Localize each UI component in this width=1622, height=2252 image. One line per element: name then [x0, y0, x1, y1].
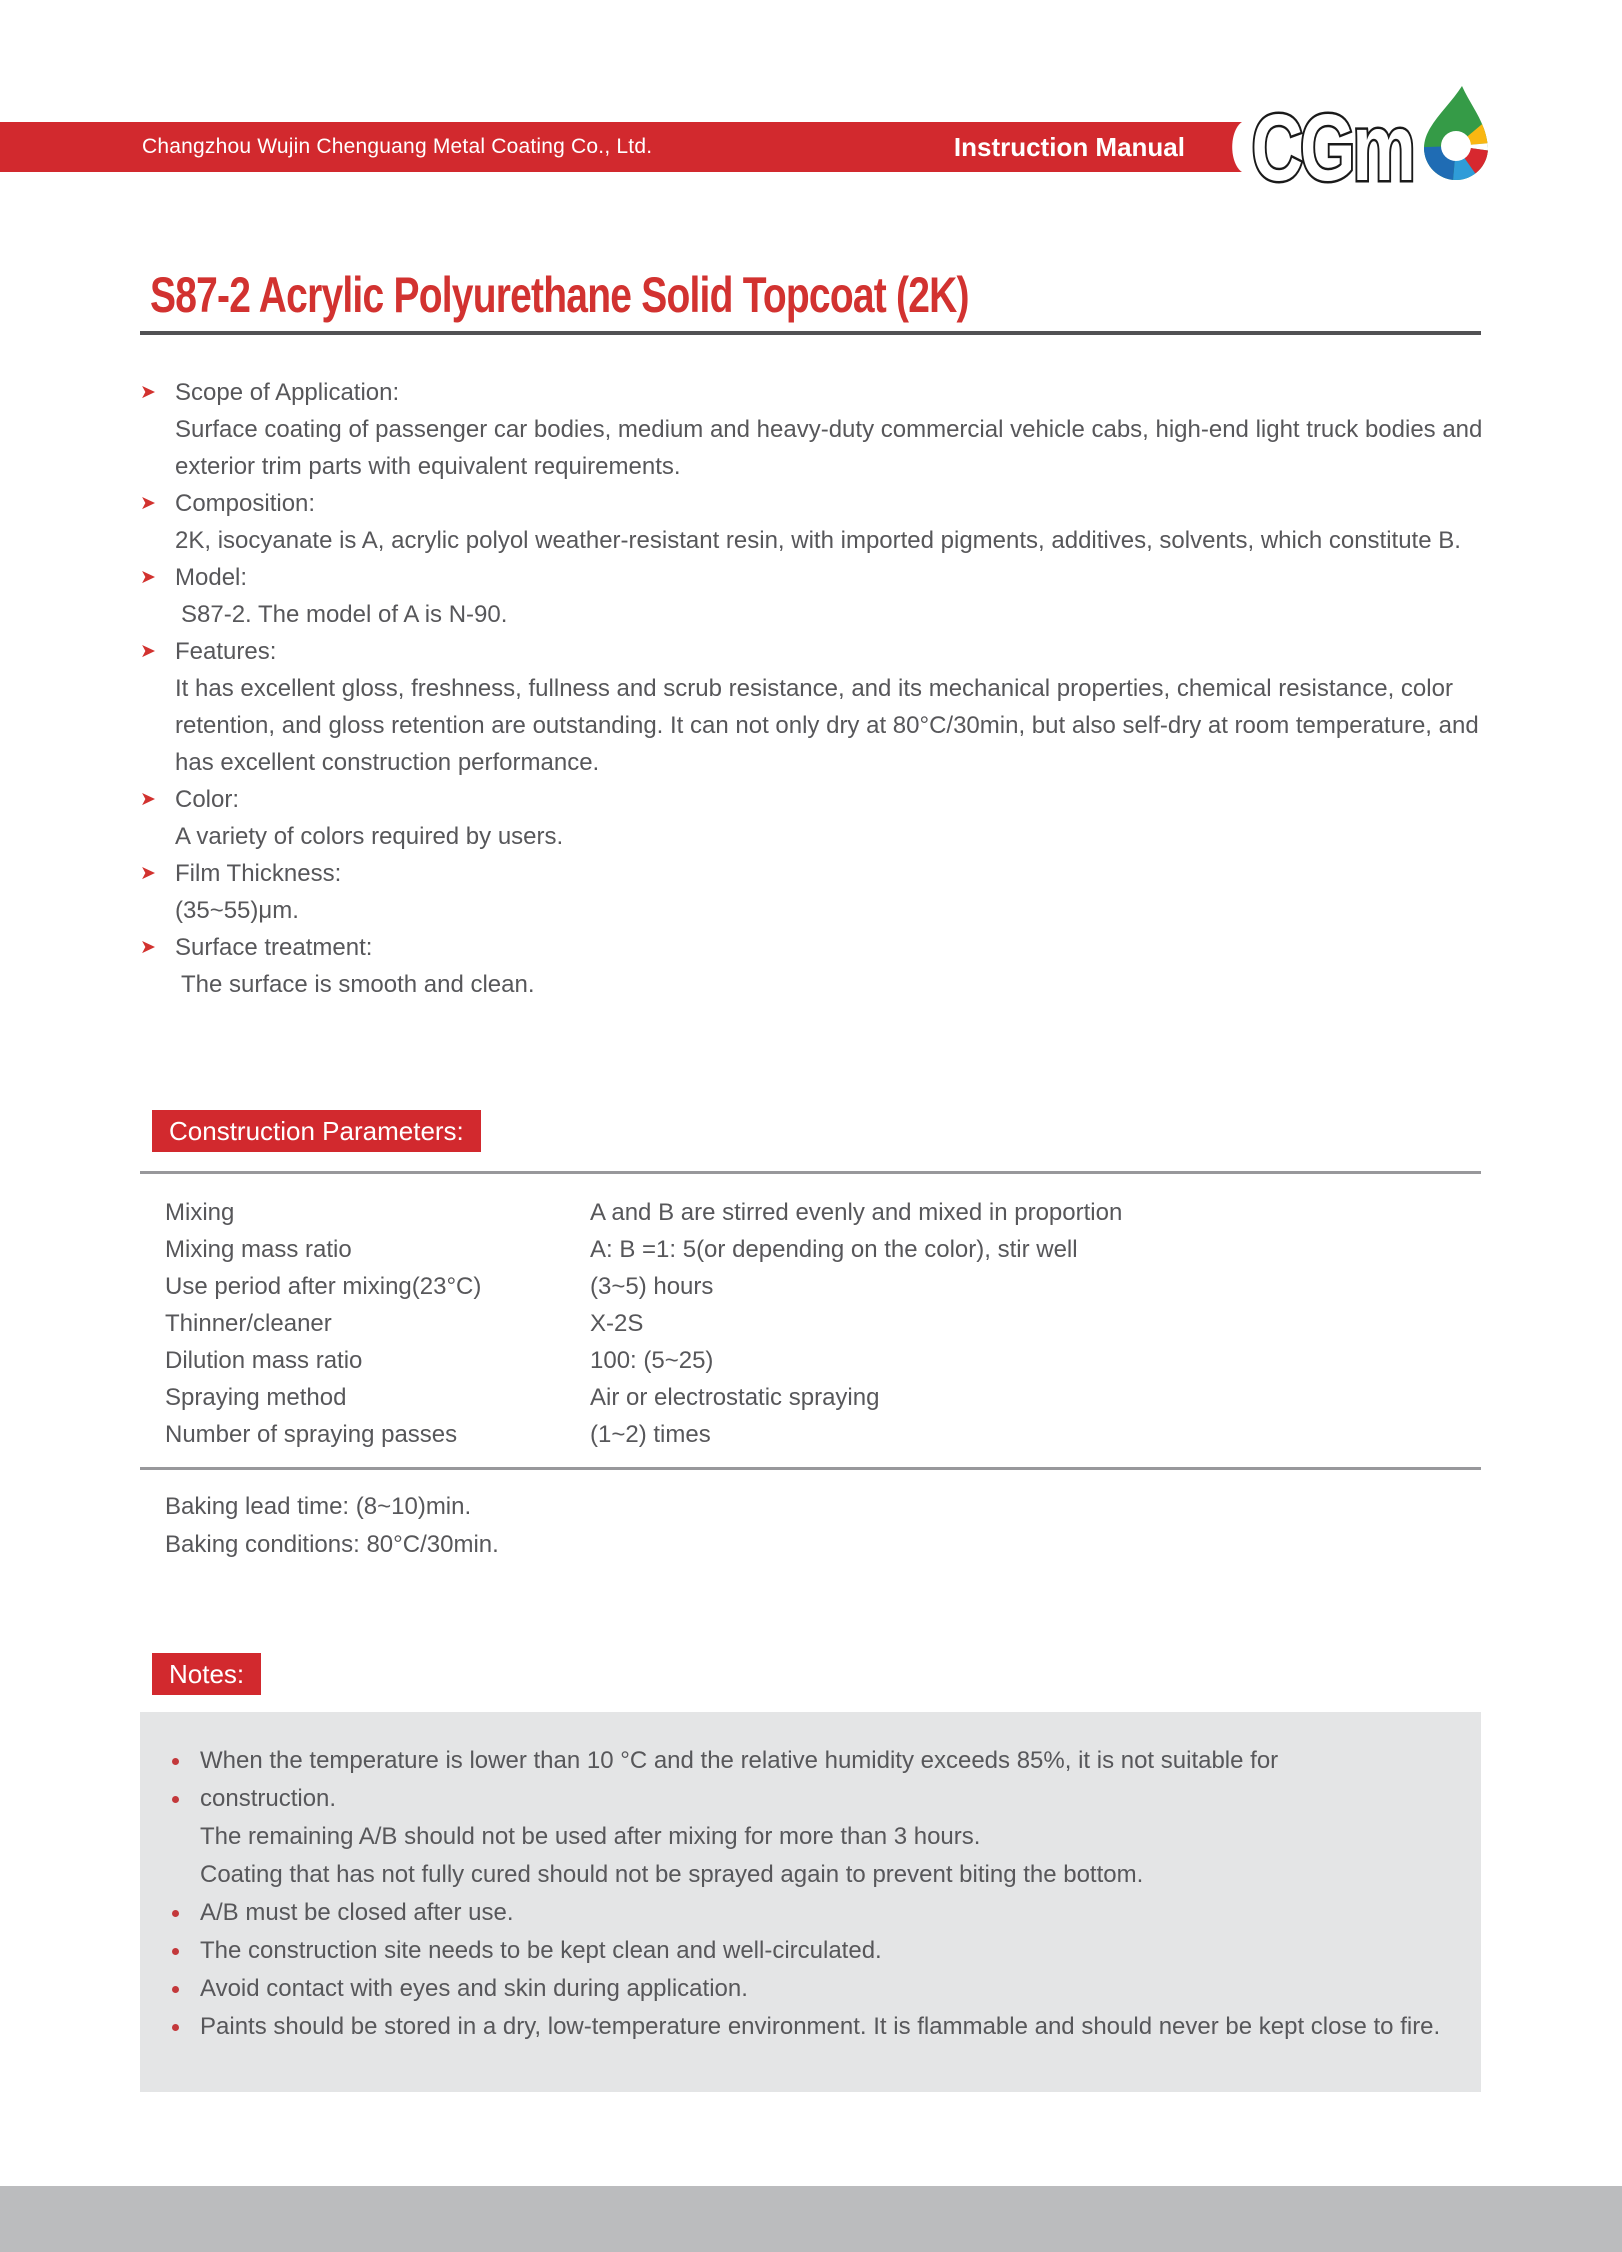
note-text: The remaining A/B should not be used after mixing for more than 3 hours.	[200, 1823, 981, 1850]
page-title: S87-2 Acrylic Polyurethane Solid Topcoat (2K)	[150, 267, 969, 323]
note-text: construction.	[200, 1785, 337, 1812]
note-text: When the temperature is lower than 10 °C and the relative humidity exceeds 85%, it is not suitable for	[200, 1747, 1279, 1774]
note-text: A/B must be closed after use.	[200, 1899, 514, 1926]
section-body: A variety of colors required by users.	[175, 823, 564, 850]
param-name: Mixing	[165, 1199, 235, 1226]
product-info-sections	[140, 374, 1488, 1003]
param-name: Use period after mixing(23°C)	[165, 1273, 482, 1300]
section-film-thickness	[140, 855, 1488, 892]
construction-parameters-heading: Construction Parameters:	[152, 1110, 481, 1152]
section-body: The surface is smooth and clean.	[181, 971, 535, 998]
arrow-bullet-icon: ➤	[140, 566, 156, 588]
title-underline	[140, 331, 1481, 335]
param-name: Spraying method	[165, 1384, 347, 1411]
arrow-bullet-icon: ➤	[140, 788, 156, 810]
param-value: Air or electrostatic spraying	[590, 1384, 880, 1411]
dot-bullet-icon	[172, 1986, 179, 1993]
param-name: Thinner/cleaner	[165, 1310, 332, 1337]
dot-bullet-icon	[172, 1796, 179, 1803]
section-label: Film Thickness:	[175, 860, 342, 887]
section-label: Model:	[175, 564, 248, 591]
note-item	[172, 1856, 1441, 1894]
arrow-bullet-icon: ➤	[140, 640, 156, 662]
note-item	[172, 1894, 1441, 1932]
section-model	[140, 559, 1488, 596]
baking-lead-time: Baking lead time: (8~10)min.	[165, 1493, 472, 1520]
notes-box	[140, 1712, 1481, 2092]
note-item	[172, 1932, 1441, 1970]
section-composition	[140, 485, 1488, 522]
param-name: Mixing mass ratio	[165, 1236, 352, 1263]
note-item	[172, 1970, 1441, 2008]
section-label: Scope of Application:	[175, 379, 400, 406]
param-name: Number of spraying passes	[165, 1421, 458, 1448]
dot-bullet-icon	[172, 1910, 179, 1917]
param-value: 100: (5~25)	[590, 1347, 714, 1374]
arrow-bullet-icon: ➤	[140, 492, 156, 514]
section-body: 2K, isocyanate is A, acrylic polyol weather-resistant resin, with imported pigments, additives, solvents, which constitute B.	[175, 527, 1461, 554]
table-row	[165, 1379, 1481, 1416]
section-label: Color:	[175, 786, 240, 813]
arrow-bullet-icon: ➤	[140, 936, 156, 958]
note-item	[172, 1780, 1441, 1818]
section-surface-treatment	[140, 929, 1488, 966]
param-value: X-2S	[590, 1310, 644, 1337]
arrow-bullet-icon: ➤	[140, 381, 156, 403]
section-label: Features:	[175, 638, 277, 665]
table-row	[165, 1416, 1481, 1453]
baking-info	[165, 1488, 499, 1564]
table-row	[165, 1342, 1481, 1379]
construction-parameters-table	[165, 1194, 1481, 1453]
footer-band	[0, 2186, 1622, 2252]
section-body: Surface coating of passenger car bodies, medium and heavy-duty commercial vehicle cabs, high-end light truck bodies and exterior trim parts with equivalent requirements.	[175, 416, 1483, 480]
section-label: Surface treatment:	[175, 934, 373, 961]
param-name: Dilution mass ratio	[165, 1347, 363, 1374]
note-item	[172, 1818, 1441, 1856]
table-row	[165, 1194, 1481, 1231]
dot-bullet-icon	[172, 2024, 179, 2031]
dot-bullet-icon	[172, 1948, 179, 1955]
dot-bullet-icon	[172, 1758, 179, 1765]
divider	[140, 1171, 1481, 1174]
arrow-bullet-icon: ➤	[140, 862, 156, 884]
param-value: (1~2) times	[590, 1421, 711, 1448]
company-name: Changzhou Wujin Chenguang Metal Coating Co., Ltd.	[142, 135, 653, 158]
note-item	[172, 1742, 1441, 1780]
notes-heading: Notes:	[152, 1653, 261, 1695]
param-value: A and B are stirred evenly and mixed in proportion	[590, 1199, 1123, 1226]
section-scope	[140, 374, 1488, 411]
divider	[140, 1467, 1481, 1470]
table-row	[165, 1268, 1481, 1305]
note-text: Coating that has not fully cured should not be sprayed again to prevent biting the bottom.	[200, 1861, 1144, 1888]
section-features	[140, 633, 1488, 670]
section-body: S87-2. The model of A is N-90.	[181, 601, 508, 628]
note-text: Avoid contact with eyes and skin during application.	[200, 1975, 748, 2002]
cgm-logo	[1250, 80, 1500, 192]
note-item	[172, 2008, 1441, 2046]
param-value: A: B =1: 5(or depending on the color), stir well	[590, 1236, 1078, 1263]
param-value: (3~5) hours	[590, 1273, 714, 1300]
header-ribbon	[0, 122, 1247, 172]
note-text: Paints should be stored in a dry, low-temperature environment. It is flammable and should never be kept close to fire.	[200, 2013, 1441, 2040]
section-body: It has excellent gloss, freshness, fullness and scrub resistance, and its mechanical properties, chemical resistance, color retention, and gloss retention are outstanding. It can not only dry at 80°C/30min, but also self-dry at room temperature, and has excellent construction performance.	[175, 675, 1479, 776]
table-row	[165, 1305, 1481, 1342]
logo-letters: CGm	[1251, 94, 1413, 192]
section-body: (35~55)μm.	[175, 897, 299, 924]
section-color	[140, 781, 1488, 818]
table-row	[165, 1231, 1481, 1268]
note-text: The construction site needs to be kept clean and well-circulated.	[200, 1937, 882, 1964]
doc-type-label: Instruction Manual	[953, 131, 1185, 162]
baking-conditions: Baking conditions: 80°C/30min.	[165, 1531, 499, 1558]
section-label: Composition:	[175, 490, 316, 517]
